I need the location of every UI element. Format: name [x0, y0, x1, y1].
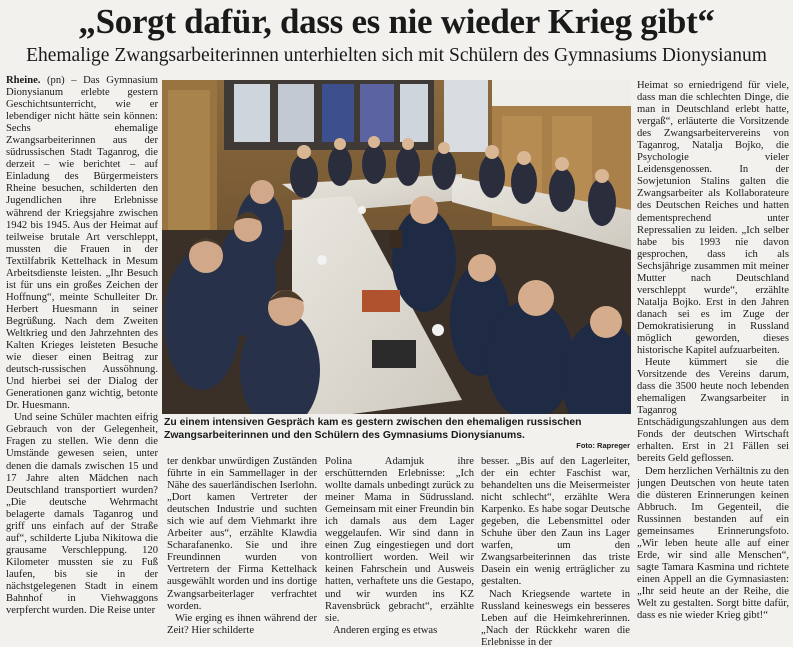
subheadline: Ehemalige Zwangsarbeiterinnen unterhielten sich mit Schülern des Gymnasiums Dionysianum [26, 45, 767, 66]
paragraph: Heute kümmert sie die Vorsitzende des Vereins darum, dass die 3500 heute noch lebenden ehemaligen Zwangsarbeiter in Taganrog Entschädigungszahlungen aus dem Fonds der deutschen Wirtschaft erhalten. Erst in 21 Fällen sei bereits Geld geflossen. [637, 357, 789, 465]
photo-credit: Foto: Rapreger [576, 441, 630, 450]
paragraph: besser. „Bis auf den Lagerleiter, der ein echter Faschist war, behandelten uns die Meisermeister nicht schlecht“, erzählte Wera Karpenko. Es habe sogar Deutsche gegeben, die Lebensmittel oder Schuhe über den Zaun ins Lager warfen, um den Zwangsarbeiterinnen das triste Dasein ein wenig erträglicher zu gestalten. [481, 456, 630, 588]
paragraph: Dem herzlichen Verhältnis zu den jungen Deutschen von heute taten die düsteren Erinnerungen keinen Abbruch. Im Gegenteil, die Russinnen bestanden auf ein gemeinsames Erinnerungsfoto. „Wir leben heute alle auf einer Erde, wir sind alle Menschen“, sagte Tamara Kasmina und richtete einen Appell an die Gymnasiasten: „Ihr seid heute an der Reihe, die Welt zu gestalten. Sorgt bitte dafür, dass es nie wieder Krieg gibt!“ [637, 465, 789, 622]
paragraph: Und seine Schüler machten eifrig Gebrauch von der Gelegenheit, Fragen zu stellen. Wie denn die Umstände gewesen seien, unter denen die damals zwischen 15 und 17 Jahre alten Mädchen nach Deutschland transportiert wurden? „Die deutsche Wehrmacht belagerte damals Taganrog und griff uns einfach auf der Straße auf“, schilderte Ljuba Nikitowa die grausame Verschleppung. 120 Kilometer mussten sie zu Fuß laufen, bis sie in der nächstgelegenen Stadt in einem Bahnhof in Viehwaggons verpfercht wurden. Die Reise unter [6, 412, 158, 617]
article-column-3 [325, 456, 474, 647]
classroom-photo [162, 80, 631, 414]
paragraph-text: (pn) – Das Gymnasium Dionysianum erlebte gestern Geschichtsunterricht, wie er lebendiger nicht hätte sein können: Sechs ehemalige Zwangsarbeiterinnen aus der südrussischen Stadt Taganrog, die derzeit – wie berichtet – auf Einladung des Bürgermeisters Rheine besuchen, schilderten den Jugendlichen ihre Erlebnisse während der Kriegsjahre zwischen 1942 bis 1945. Aus der Heimat auf teilweise brutale Art verschleppt, mussten die Frauen in der Textilfabrik Kettelhack in Mesum Arbeitsdienste leisten. „Ihr Besuch ist für uns ein großes Zeichen der Hoffnung“, meinte Schulleiter Dr. Herbert Huesmann in seiner Begrüßung. Nach dem Zweiten Weltkrieg und den Jahrzehnten des Kalten Krieges leisteten Besuche wie dieser einen Beitrag zur deutsch-russischen Aussöhnung. Und hierbei sei der Dialog der Generationen ganz wichtig, betonte Dr. Huesmann. [6, 75, 158, 412]
lead-paragraph [6, 75, 158, 412]
dateline: Rheine. [6, 75, 41, 86]
article-column-5 [637, 80, 789, 647]
paragraph: Heimat so erniedrigend für viele, dass man die schlechten Dinge, die man in Deutschland erlebt hatte, vergaß“, erläuterte die Vorsitzende des Zwangsarbeitervereins von Taganrog, Natalja Bojko, die Psychologie vieler Leidensgenossen. In der Sowjetunion Stalins galten die Zwangsarbeiter als Kollaborateure des Deutschen Reiches und hatten dementsprechend unter Repressalien zu leiden. „Ich selber habe bis 1993 nie davon gesprochen, dass ich als Sechsjährige zusammen mit meiner Mutter nach Deutschland verschleppt wurde“, erzählte Natalja Bojko. Erst in den Jahren danach sei es im Zuge der Demokratisierung in Russland möglich geworden, dieses historische Kapitel aufzuarbeiten. [637, 80, 789, 357]
paragraph: Anderen erging es etwas [333, 624, 438, 636]
caption-text: Zu einem intensiven Gespräch kam es gestern zwischen den ehemaligen russischen Zwangsarbeiterinnen und den Schülern des Gymnasiums Dionysianums. [164, 417, 582, 441]
paragraph: Polina Adamjuk ihre erschütternden Erlebnisse: „Ich wollte damals unbedingt zurück zu meiner Mama in Südrussland. Gemeinsam mit einer Freundin bin ich damals aus dem Lager weggelaufen. Wir sind dann in einen Zug eingestiegen und dort kontrolliert worden. Weil wir keinen Fahrschein und Ausweis hatten, verhaftete uns die Gestapo, und wir wurden ins KZ Ravensbrück gebracht“, erzählte sie. [325, 456, 474, 624]
photo-caption [164, 416, 630, 452]
article-photo [162, 80, 631, 414]
article-column-4 [481, 456, 630, 647]
paragraph: ter denkbar unwürdigen Zuständen führte in ein Sammellager in der Nähe des sauerländischen Iserlohn. „Dort kamen Vertreter der deutschen Industrie und suchten sich wie auf dem Viehmarkt ihre Arbeiter aus“, erzählte Klawdia Scharafanenko. Sie und ihre Freundinnen wurden von Vertretern der Firma Kettelhack ausgewählt worden und ins dortige Zwangsarbeiterlager verfrachtet worden. [167, 456, 317, 612]
paragraph: Wie erging es ihnen während der Zeit? Hier schilderte [167, 612, 317, 636]
headline: „Sorgt dafür, dass es nie wieder Krieg gibt“ [78, 2, 715, 41]
article-column-2 [167, 456, 317, 647]
article-column-1 [6, 75, 158, 647]
paragraph: Nach Kriegsende wartete in Russland keineswegs ein besseres Leben auf die Heimkehrerinnen. „Nach der Rückkehr waren die Erlebnisse in der [481, 588, 630, 647]
